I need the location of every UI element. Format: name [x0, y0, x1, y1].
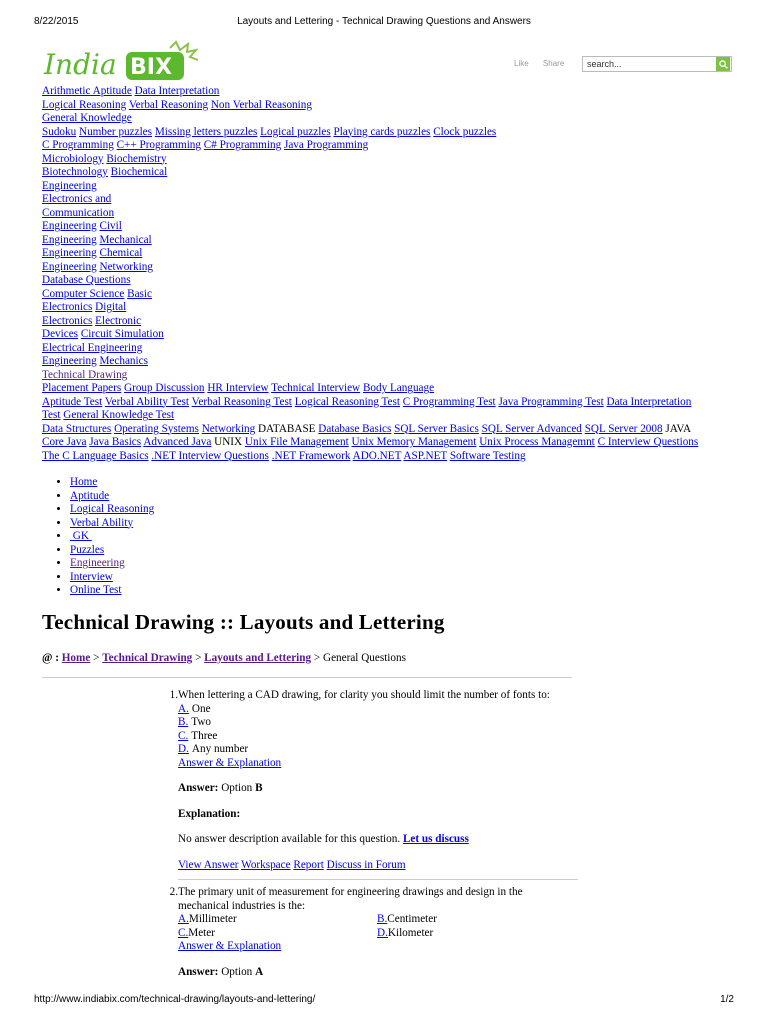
nav-line [42, 261, 742, 275]
menu-link[interactable]: Online Test [70, 584, 122, 596]
nav-line [42, 193, 742, 207]
breadcrumb-sep: > [93, 652, 100, 664]
breadcrumb [42, 652, 406, 665]
nav-link[interactable]: Networking [99, 260, 153, 273]
nav-line [42, 180, 742, 194]
nav-link[interactable]: Logical puzzles [260, 125, 331, 138]
nav-link[interactable]: Unix File Management [244, 436, 349, 448]
nav-link[interactable]: Digital [95, 301, 127, 313]
menu-item [70, 517, 154, 531]
print-title: Layouts and Lettering - Technical Drawing Questions and Answers [237, 16, 531, 27]
nav-link[interactable]: Verbal Reasoning [128, 98, 209, 111]
nav-link[interactable]: C Programming Test [402, 395, 496, 408]
nav-link[interactable]: Biochemical [110, 166, 168, 178]
discuss-forum-link[interactable]: Discuss in Forum [326, 858, 406, 871]
nav-line [42, 126, 742, 140]
nav-link[interactable]: Core Java [42, 436, 87, 448]
menu-link[interactable]: Puzzles [70, 543, 105, 556]
logo-text-bix: BIX [130, 55, 172, 80]
nav-link[interactable]: Logical Reasoning Test [294, 395, 400, 408]
breadcrumb-topic[interactable]: Layouts and Lettering [204, 652, 312, 664]
share-button[interactable]: Share [542, 59, 565, 68]
option-c [178, 730, 558, 744]
option-c-link[interactable]: C. [178, 926, 189, 939]
nav-link[interactable]: Database Questions [42, 274, 131, 286]
nav-link[interactable]: Arithmetic Aptitude [42, 85, 132, 97]
nav-link[interactable]: SQL Server 2008 [584, 422, 663, 435]
nav-line [42, 396, 742, 410]
option-a-link[interactable]: A. [178, 913, 189, 925]
nav-line [42, 450, 742, 464]
nav-link[interactable]: .NET Interview Questions [151, 449, 269, 462]
menu-link[interactable]: Home [70, 476, 98, 488]
nav-line [42, 207, 742, 221]
nav-link[interactable]: C++ Programming [116, 139, 201, 151]
nav-link[interactable]: SQL Server Advanced [481, 422, 582, 435]
print-footer [0, 994, 768, 1008]
breadcrumb-prefix: @ : [42, 652, 59, 664]
nav-line [42, 342, 742, 356]
option-d-text: Kilometer [387, 926, 434, 939]
nav-link[interactable]: Verbal Ability Test [104, 395, 189, 408]
nav-link[interactable]: Unix Process Managemnt [479, 436, 595, 448]
nav-link[interactable]: Software Testing [449, 449, 526, 462]
divider [178, 879, 578, 880]
explanation-text: No answer description available for this question. [178, 833, 401, 845]
option-b [377, 913, 557, 927]
menu-link[interactable]: Logical Reasoning [70, 503, 155, 515]
menu-link[interactable]: Verbal Ability [70, 516, 134, 529]
nav-link[interactable]: Non Verbal Reasoning [210, 98, 312, 111]
nav-link[interactable]: C Programming [42, 139, 114, 151]
print-page-number: 1/2 [720, 994, 734, 1005]
nav-link[interactable]: Engineering [42, 260, 97, 273]
nav-line [42, 274, 742, 288]
explanation-label: Explanation: [178, 807, 241, 820]
nav-link[interactable]: General Knowledge [42, 112, 132, 124]
nav-link[interactable]: Group Discussion [124, 382, 205, 394]
workspace-link[interactable]: Workspace [241, 858, 291, 871]
answer-label: Answer: [178, 965, 219, 978]
nav-link[interactable]: Circuit Simulation [80, 328, 164, 340]
nav-link[interactable]: Clock puzzles [433, 125, 497, 138]
search-button[interactable] [716, 57, 730, 71]
page-title: Technical Drawing :: Layouts and Lettering [42, 610, 445, 634]
nav-link[interactable]: Number puzzles [79, 125, 153, 138]
menu-item [70, 584, 154, 598]
nav-link[interactable]: Basic [127, 287, 152, 300]
option-a-text: Millimeter [188, 913, 237, 925]
answer-value: A [255, 965, 264, 978]
divider [42, 677, 572, 678]
nav-line [42, 328, 742, 342]
nav-line [42, 288, 742, 302]
nav-line [42, 315, 742, 329]
option-a-text: One [191, 702, 211, 715]
nav-link[interactable]: Electronic [95, 314, 142, 327]
nav-link[interactable]: Technical Interview [271, 382, 361, 394]
option-d-link[interactable]: D. [377, 926, 388, 939]
nav-link[interactable]: Data Structures [42, 422, 112, 435]
option-b-link[interactable]: B. [377, 913, 388, 925]
menu-item [70, 571, 154, 585]
option-b [178, 716, 558, 730]
nav-link[interactable]: Communication [42, 206, 115, 219]
option-c-text: Meter [188, 926, 215, 939]
nav-link[interactable]: HR Interview [207, 382, 269, 394]
nav-label: DATABASE [257, 422, 316, 435]
answer-label: Answer: [178, 782, 219, 794]
like-button[interactable]: Like [514, 59, 529, 68]
search-icon [719, 60, 728, 69]
nav-link[interactable]: Java Programming Test [498, 395, 604, 408]
nav-link[interactable]: C Interview Questions [597, 436, 699, 448]
nav-link[interactable]: Engineering [42, 247, 97, 259]
nav-link[interactable]: Data Interpretation [134, 85, 220, 97]
nav-line [42, 247, 742, 261]
category-nav [42, 85, 742, 463]
nav-link[interactable]: Technical Drawing [42, 368, 128, 381]
option-a-link[interactable]: A. [178, 702, 189, 715]
search-input[interactable] [583, 58, 716, 70]
nav-link[interactable]: Networking [201, 422, 256, 435]
print-header [0, 16, 768, 30]
nav-line [42, 99, 742, 113]
nav-link[interactable]: C# Programming [203, 139, 282, 151]
nav-line [42, 301, 742, 315]
nav-line [42, 355, 742, 369]
nav-link[interactable]: Java Programming [283, 139, 369, 151]
nav-link[interactable]: ASP.NET [403, 449, 448, 462]
option-d [377, 927, 557, 941]
search-box [582, 56, 732, 72]
nav-link[interactable]: Logical Reasoning [42, 98, 127, 111]
answer-explanation-link[interactable]: Answer & Explanation [178, 756, 282, 769]
answer-prefix: Option [221, 782, 253, 794]
nav-link[interactable]: Electronics and [42, 193, 112, 205]
nav-link[interactable]: Unix Memory Management [351, 436, 477, 448]
nav-line [42, 382, 742, 396]
nav-link[interactable]: Mechanical [99, 233, 152, 246]
nav-line [42, 153, 742, 167]
nav-label: UNIX [214, 436, 243, 448]
option-d-link[interactable]: D. [178, 743, 189, 755]
question-number: 2. [169, 886, 178, 898]
option-a [178, 913, 377, 927]
nav-link[interactable]: Body Language [362, 382, 435, 394]
view-answer-link[interactable]: View Answer [178, 858, 239, 871]
answer-prefix: Option [221, 965, 253, 978]
nav-line [42, 409, 742, 423]
nav-link[interactable]: Microbiology [42, 152, 104, 165]
question-actions [178, 859, 558, 873]
nav-link[interactable]: Engineering [42, 179, 97, 192]
answer-line [178, 966, 558, 980]
nav-link[interactable]: Computer Science [42, 287, 125, 300]
nav-link[interactable]: SQL Server Basics [394, 422, 479, 435]
nav-link[interactable]: ADO.NET [352, 449, 402, 462]
nav-link[interactable]: Java Basics [89, 436, 142, 448]
breadcrumb-current: General Questions [323, 652, 406, 664]
option-b-text: Centimeter [387, 913, 437, 925]
options-grid [178, 913, 558, 940]
breadcrumb-sep: > [313, 652, 321, 664]
social-links [514, 59, 576, 68]
nav-link[interactable]: Verbal Reasoning Test [191, 395, 292, 408]
option-c-text: Three [191, 729, 218, 742]
nav-link[interactable]: Civil [99, 220, 122, 232]
question-text: When lettering a CAD drawing, for clarity you should limit the number of fonts to: [178, 689, 550, 701]
nav-link[interactable]: Database Basics [318, 422, 392, 435]
nav-line [42, 369, 742, 383]
nav-link[interactable]: Engineering [42, 220, 97, 232]
nav-link[interactable]: Chemical [99, 247, 143, 259]
answer-explanation-link[interactable]: Answer & Explanation [178, 940, 282, 952]
nav-line [42, 220, 742, 234]
nav-link[interactable]: Mechanics [99, 355, 148, 367]
nav-link[interactable]: Playing cards puzzles [333, 125, 431, 138]
nav-link[interactable]: .NET Framework [271, 449, 351, 462]
nav-link[interactable]: Advanced Java [143, 436, 212, 448]
nav-link[interactable]: Electronics [42, 301, 93, 313]
nav-link[interactable]: Data Interpretation [606, 395, 692, 408]
nav-link[interactable]: Electronics [42, 314, 93, 327]
option-d-text: Any number [191, 743, 249, 755]
menu-item [70, 503, 154, 517]
nav-line [42, 234, 742, 248]
option-c-link[interactable]: C. [178, 729, 189, 742]
menu-item [70, 476, 154, 490]
nav-link[interactable]: Engineering [42, 355, 97, 367]
nav-link[interactable]: Aptitude Test [42, 395, 103, 408]
question-number: 1. [169, 689, 178, 701]
nav-link[interactable]: The C Language Basics [42, 449, 149, 462]
nav-link[interactable]: Operating Systems [114, 422, 199, 435]
nav-line [42, 436, 742, 450]
nav-link[interactable]: Biochemistry [106, 152, 167, 165]
nav-link[interactable]: Sudoku [42, 125, 77, 138]
option-a [178, 703, 558, 717]
site-logo[interactable] [42, 40, 202, 84]
nav-line [42, 139, 742, 153]
menu-item [70, 530, 154, 544]
nav-line [42, 112, 742, 126]
nav-link[interactable]: Test [42, 409, 61, 421]
menu-link[interactable]: Interview [70, 570, 113, 583]
nav-link[interactable]: Placement Papers [42, 382, 122, 394]
nav-link[interactable]: Electrical Engineering [42, 341, 143, 354]
nav-line [42, 166, 742, 180]
menu-item [70, 557, 154, 571]
option-c [178, 927, 377, 941]
logo-text-india: India [44, 48, 117, 81]
nav-line [42, 423, 742, 437]
explanation [178, 833, 558, 847]
indiabix-logo-icon [42, 40, 202, 84]
menu-link[interactable]: Aptitude [70, 489, 110, 502]
menu-link[interactable]: Engineering [70, 557, 125, 569]
nav-label: JAVA [665, 422, 692, 435]
menu-item [70, 544, 154, 558]
option-d [178, 743, 558, 757]
nav-link[interactable]: Devices [42, 328, 79, 340]
print-date: 8/22/2015 [34, 16, 79, 27]
print-url: http://www.indiabix.com/technical-drawing/layouts-and-lettering/ [34, 994, 316, 1005]
nav-link[interactable]: Engineering [42, 233, 97, 246]
breadcrumb-sep: > [195, 652, 202, 664]
breadcrumb-home[interactable]: Home [61, 652, 91, 664]
nav-link[interactable]: General Knowledge Test [63, 409, 175, 421]
nav-link[interactable]: Missing letters puzzles [154, 125, 258, 138]
discuss-link[interactable]: Let us discuss [402, 833, 469, 845]
answer-line [178, 782, 558, 796]
answer-value: B [255, 782, 263, 794]
question-text: The primary unit of measurement for engineering drawings and design in the mechanical industries is the: [178, 886, 523, 912]
nav-link[interactable]: Biotechnology [42, 166, 108, 178]
option-b-text: Two [191, 716, 211, 728]
menu-link[interactable]: GK [70, 530, 92, 542]
report-link[interactable]: Report [293, 858, 324, 871]
nav-line [42, 85, 742, 99]
option-b-link[interactable]: B. [178, 716, 189, 728]
main-menu [54, 476, 154, 598]
breadcrumb-section[interactable]: Technical Drawing [102, 652, 193, 664]
menu-item [70, 490, 154, 504]
